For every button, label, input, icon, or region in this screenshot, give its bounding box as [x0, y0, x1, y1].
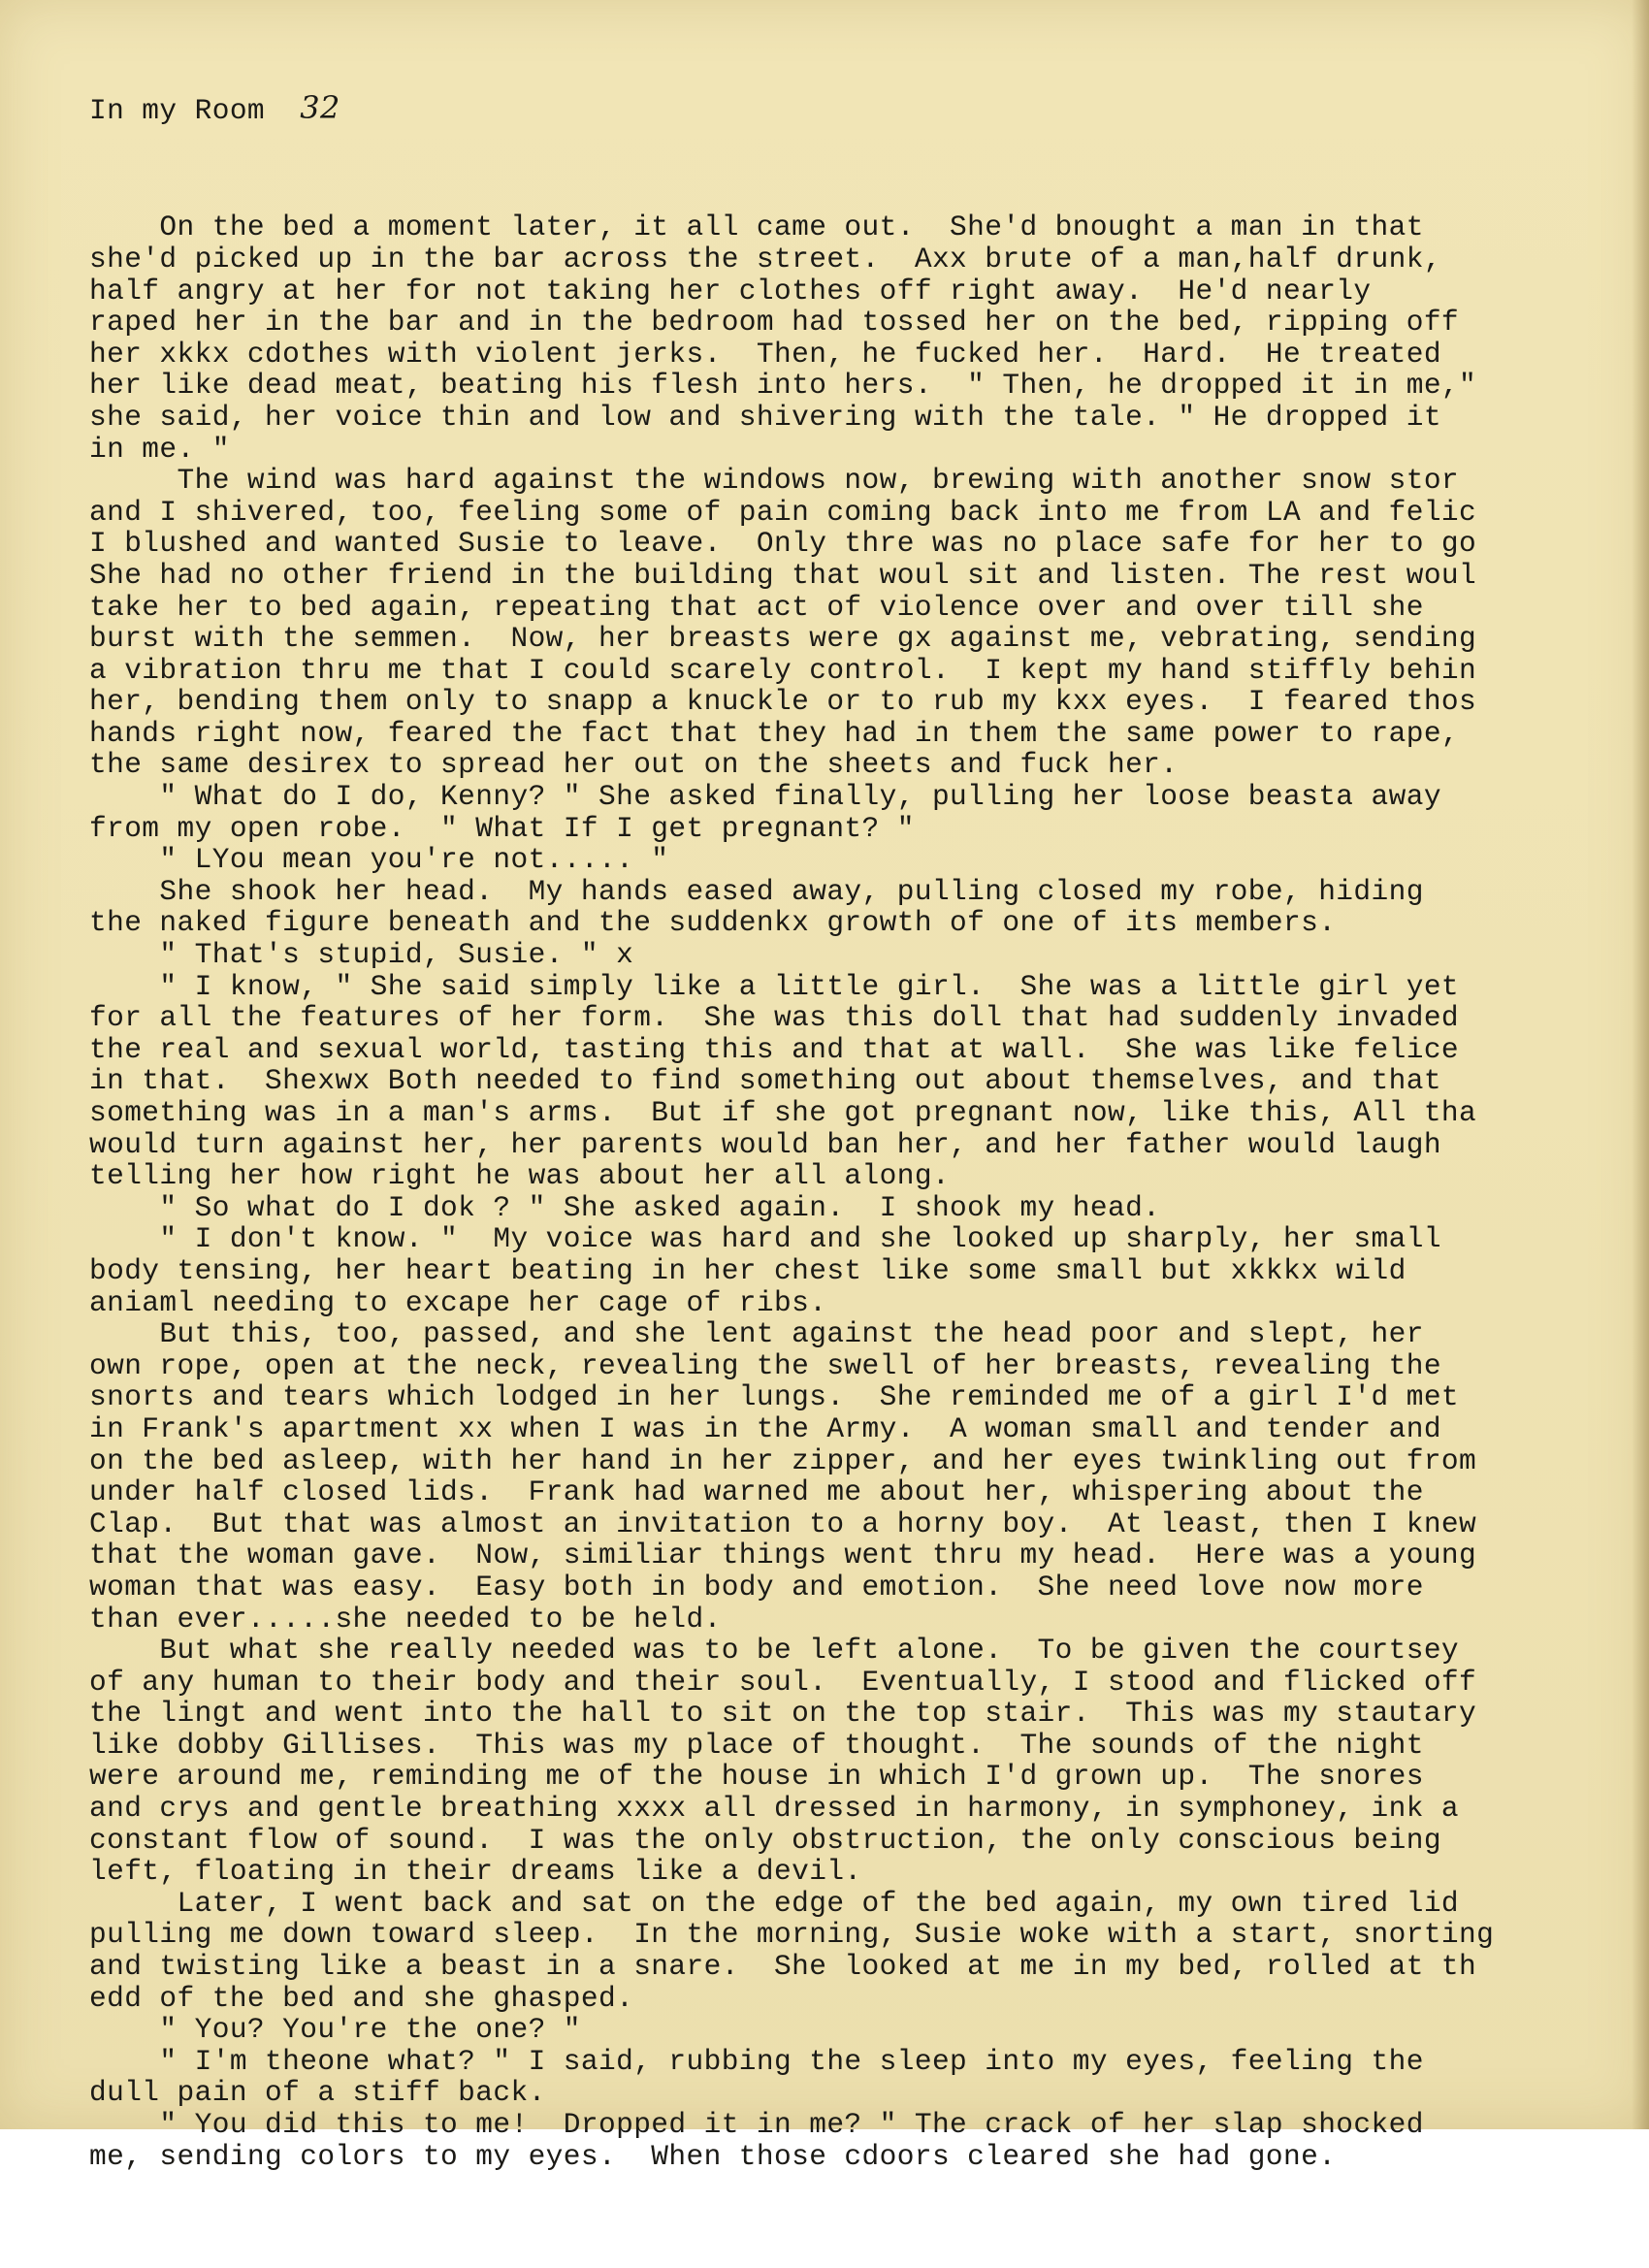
- text-line: I blushed and wanted Susie to leave. Only thre was no place safe for her to go: [89, 527, 1477, 561]
- text-line: hands right now, feared the fact that they had in them the same power to rape,: [89, 716, 1460, 750]
- text-line: The wind was hard against the windows now, brewing with another snow stor: [89, 464, 1460, 498]
- text-line: and crys and gentle breathing xxxx all dressed in harmony, in symphoney, ink a: [89, 1792, 1460, 1826]
- text-line: edd of the bed and she ghasped.: [89, 1981, 634, 2015]
- text-line: " I know, " She said simply like a little girl. She was a little girl yet: [89, 969, 1460, 1003]
- text-line: " What do I do, Kenny? " She asked finally, pulling her loose beasta away: [89, 780, 1441, 814]
- text-line: own rope, open at the neck, revealing the swell of her breasts, revealing the: [89, 1348, 1441, 1382]
- text-line: that the woman gave. Now, similiar things went thru my head. Here was a young: [89, 1539, 1477, 1572]
- text-line: woman that was easy. Easy both in body and emotion. She need love now more: [89, 1570, 1424, 1604]
- text-line: and twisting like a beast in a snare. She looked at me in my bed, rolled at th: [89, 1950, 1477, 1984]
- text-line: the same desirex to spread her out on the sheets and fuck her.: [89, 748, 1179, 782]
- text-line: than ever.....she needed to be held.: [89, 1602, 722, 1636]
- text-line: of any human to their body and their soul. Eventually, I stood and flicked off: [89, 1665, 1477, 1699]
- text-line: in Frank's apartment xx when I was in the Army. A woman small and tender and: [89, 1411, 1441, 1445]
- text-line: She shook her head. My hands eased away, pulling closed my robe, hiding: [89, 874, 1424, 908]
- text-line: her xkkx cdothes with violent jerks. Then, he fucked her. Hard. He treated: [89, 337, 1441, 371]
- text-line: the lingt and went into the hall to sit on the top stair. This was my stautary: [89, 1697, 1477, 1731]
- text-line: On the bed a moment later, it all came out. She'd bnought a man in that: [89, 211, 1424, 244]
- text-line: under half closed lids. Frank had warned me about her, whispering about the: [89, 1475, 1424, 1509]
- text-line: take her to bed again, repeating that act of violence over and over till she: [89, 590, 1424, 624]
- page-header: [89, 89, 1641, 128]
- text-line: constant flow of sound. I was the only obstruction, the only conscious being: [89, 1823, 1441, 1857]
- text-line: snorts and tears which lodged in her lungs. She reminded me of a girl I'd met: [89, 1380, 1460, 1414]
- text-line: from my open robe. " What If I get pregnant? ": [89, 811, 915, 845]
- text-line: and I shivered, too, feeling some of pain coming back into me from LA and felic: [89, 495, 1477, 529]
- text-line: left, floating in their dreams like a devil.: [89, 1855, 862, 1889]
- text-line: in me. ": [89, 432, 230, 466]
- text-line: in that. Shexwx Both needed to find something out about themselves, and that: [89, 1064, 1441, 1098]
- text-line: like dobby Gillises. This was my place of thought. The sounds of the night: [89, 1728, 1424, 1762]
- text-line: But this, too, passed, and she lent against the head poor and slept, her: [89, 1317, 1424, 1351]
- body-lines: [89, 211, 1641, 2172]
- text-line: dull pain of a stiff back.: [89, 2076, 546, 2110]
- text-line: " So what do I dok ? " She asked again. I shook my head.: [89, 1190, 1161, 1224]
- text-line: the naked figure beneath and the suddenkx growth of one of its members.: [89, 906, 1337, 940]
- text-line: aniaml needing to excape her cage of ribs.: [89, 1285, 827, 1319]
- text-line: " You did this to me! Dropped it in me? " The crack of her slap shocked: [89, 2108, 1424, 2141]
- text-line: half angry at her for not taking her clothes off right away. He'd nearly: [89, 274, 1372, 308]
- text-line: the real and sexual world, tasting this and that at wall. She was like felice: [89, 1032, 1460, 1066]
- header-title: In my Room: [89, 94, 266, 128]
- text-line: me, sending colors to my eyes. When those cdoors cleared she had gone.: [89, 2139, 1337, 2173]
- text-line: " I'm theone what? " I said, rubbing the sleep into my eyes, feeling the: [89, 2044, 1424, 2078]
- text-line: " LYou mean you're not..... ": [89, 843, 669, 877]
- text-line: pulling me down toward sleep. In the morning, Susie woke with a start, snorting: [89, 1918, 1495, 1952]
- text-line: a vibration thru me that I could scarely control. I kept my hand stiffly behin: [89, 653, 1477, 687]
- text-line: she said, her voice thin and low and shivering with the tale. " He dropped it: [89, 400, 1441, 434]
- text-line: something was in a man's arms. But if she got pregnant now, like this, All tha: [89, 1096, 1477, 1129]
- text-line: her like dead meat, beating his flesh into hers. " Then, he dropped it in me,": [89, 369, 1477, 403]
- page-text: [89, 29, 1641, 2235]
- text-line: Clap. But that was almost an invitation to a horny boy. At least, then I knew: [89, 1507, 1477, 1540]
- text-line: " That's stupid, Susie. " x: [89, 938, 634, 972]
- text-line: would turn against her, her parents would ban her, and her father would laugh: [89, 1127, 1441, 1161]
- text-line: But what she really needed was to be left alone. To be given the courtsey: [89, 1634, 1460, 1668]
- text-line: for all the features of her form. She was this doll that had suddenly invaded: [89, 1001, 1460, 1035]
- text-line: on the bed asleep, with her hand in her zipper, and her eyes twinkling out from: [89, 1443, 1477, 1477]
- text-line: body tensing, her heart beating in her chest like some small but xkkkx wild: [89, 1253, 1406, 1287]
- text-line: her, bending them only to snapp a knuckle or to rub my kxx eyes. I feared thos: [89, 685, 1477, 719]
- text-line: were around me, reminding me of the house in which I'd grown up. The snores: [89, 1760, 1424, 1794]
- text-line: burst with the semmen. Now, her breasts were gx against me, vebrating, sending: [89, 622, 1477, 656]
- text-line: Later, I went back and sat on the edge of the bed again, my own tired lid: [89, 1886, 1460, 1920]
- text-line: " You? You're the one? ": [89, 2013, 581, 2047]
- text-line: she'd picked up in the bar across the street. Axx brute of a man,half drunk,: [89, 242, 1441, 275]
- text-line: " I don't know. " My voice was hard and she looked up sharply, her small: [89, 1222, 1441, 1256]
- text-line: She had no other friend in the building that woul sit and listen. The rest woul: [89, 558, 1477, 592]
- text-line: telling her how right he was about her all along.: [89, 1159, 951, 1193]
- page-number: 32: [300, 89, 340, 127]
- text-line: raped her in the bar and in the bedroom had tossed her on the bed, ripping off: [89, 306, 1460, 340]
